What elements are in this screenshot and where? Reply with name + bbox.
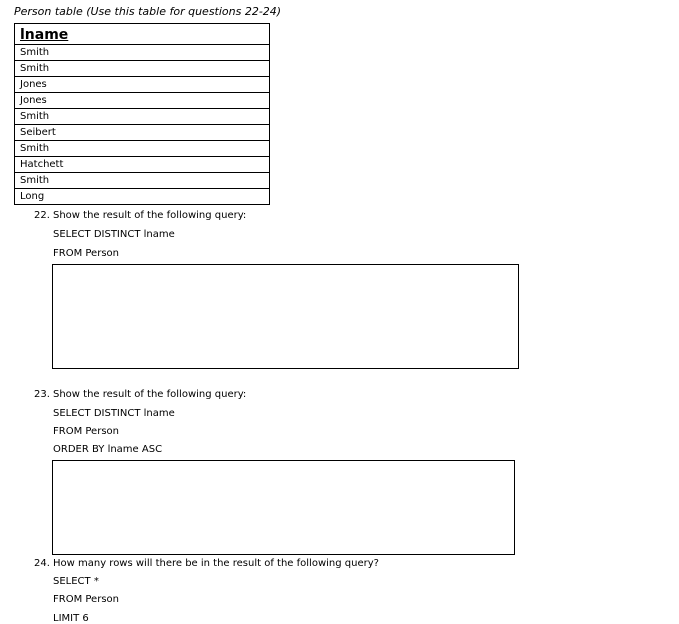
table-cell: Smith	[15, 141, 270, 157]
answer-box-22[interactable]	[52, 264, 519, 369]
table-cell: Long	[15, 189, 270, 205]
question-24	[34, 558, 379, 569]
table-cell: Jones	[15, 93, 270, 109]
table-cell: Smith	[15, 45, 270, 61]
answer-box-23[interactable]	[52, 460, 515, 555]
question-text: Show the result of the following query:	[53, 210, 247, 221]
table-cell: Seibert	[15, 125, 270, 141]
query-line: SELECT DISTINCT lname	[53, 408, 175, 419]
query-line: SELECT *	[53, 576, 99, 587]
person-table	[14, 23, 270, 205]
question-number: 23.	[34, 389, 50, 400]
table-cell: Hatchett	[15, 157, 270, 173]
table-cell: Smith	[15, 61, 270, 77]
query-line: SELECT DISTINCT lname	[53, 229, 175, 240]
query-line: FROM Person	[53, 426, 119, 437]
question-23	[34, 389, 246, 400]
question-number: 22.	[34, 210, 50, 221]
table-cell: Jones	[15, 77, 270, 93]
table-cell: Smith	[15, 109, 270, 125]
query-line: FROM Person	[53, 594, 119, 605]
table-cell: Smith	[15, 173, 270, 189]
question-text: Show the result of the following query:	[53, 389, 247, 400]
query-line: LIMIT 6	[53, 613, 89, 624]
question-22	[34, 210, 246, 221]
query-line: FROM Person	[53, 248, 119, 259]
question-text: How many rows will there be in the result of the following query?	[53, 558, 379, 569]
table-caption: Person table (Use this table for questions 22-24)	[14, 5, 282, 18]
question-number: 24.	[34, 558, 50, 569]
query-line: ORDER BY lname ASC	[53, 444, 163, 455]
column-header-lname: lname	[15, 24, 270, 45]
